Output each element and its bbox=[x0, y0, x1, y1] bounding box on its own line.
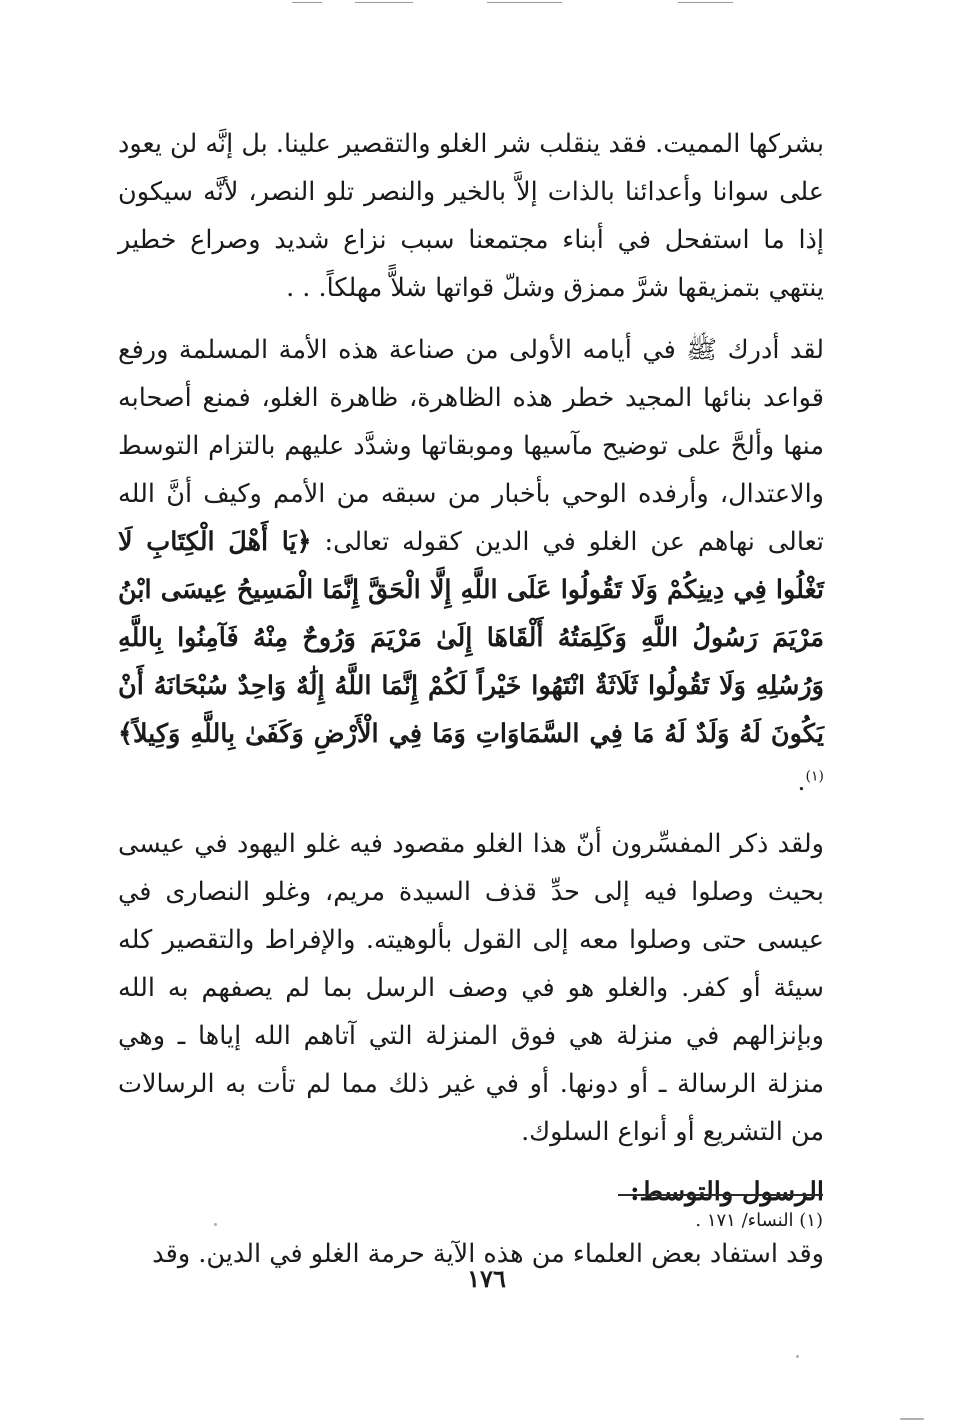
scan-speck bbox=[900, 1418, 924, 1420]
page-number: ١٧٦ bbox=[467, 1264, 506, 1293]
scan-line bbox=[292, 2, 322, 3]
paragraph-1: بشركها المميت. فقد ينقلب شر الغلو والتقصير علينا. بل إنَّه لن يعود على سوانا وأعدائنا بالذات إلاَّ بالخير والنصر تلو النصر، لأنَّه سيكون إذا ما استفحل في أبناء مجتمعنا سبب نزاع شديد وصراع خطير ينتهي بتمزيقها شرَّ ممزق وشلّ قواتها شلاًّ مهلكاً. . . bbox=[118, 129, 824, 303]
scan-line bbox=[678, 2, 733, 3]
quran-verse: ﴿يَا أَهْلَ الْكِتَابِ لَا تَغْلُوا فِي دِينِكُمْ وَلَا تَقُولُوا عَلَى اللَّهِ إِلَّا الْحَقَّ إِنَّمَا الْمَسِيحُ عِيسَى ابْنُ مَرْيَمَ رَسُولُ اللَّهِ وَكَلِمَتُهُ أَلْقَاهَا إِلَىٰ مَرْيَمَ وَرُوحٌ مِنْهُ فَآمِنُوا بِاللَّهِ وَرُسُلِهِ وَلَا تَقُولُوا ثَلَاثَةٌ انْتَهُوا خَيْراً لَكُمْ إِنَّمَا اللَّهُ إِلَٰهٌ وَاحِدٌ سُبْحَانَهُ أَنْ يَكُونَ لَهُ وَلَدٌ لَهُ مَا فِي السَّمَاوَاتِ وَمَا فِي الْأَرْضِ وَكَفَىٰ بِاللَّهِ وَكِيلاً﴾ bbox=[118, 527, 824, 749]
top-scan-lines bbox=[0, 0, 973, 6]
scan-speck bbox=[796, 1355, 799, 1358]
section-heading: الرسول والتوسط: bbox=[630, 1177, 824, 1207]
paragraph-2-end: . bbox=[797, 767, 806, 797]
footnote-divider bbox=[618, 1194, 823, 1196]
footnote: (١) النساء/ ١٧١ . bbox=[695, 1210, 823, 1231]
paragraph-3: ولقد ذكر المفسِّرون أنّ هذا الغلو مقصود فيه غلو اليهود في عيسى بحيث وصلوا فيه إلى حدِّ قذف السيدة مريم، وغلو النصارى في عيسى حتى وصلوا معه إلى القول بألوهيته. والإفراط والتقصير كله سيئة أو كفر. والغلو هو في وصف الرسل بما لم يصفهم به الله وبإنزالهم في منزلة هي فوق المنزلة التي آتاهم الله إياها ـ وهي منزلة الرسالة ـ أو دونها. أو في غير ذلك مما لم تأت به الرسالات من التشريع أو أنواع السلوك. bbox=[118, 829, 824, 1147]
scan-line bbox=[487, 2, 562, 3]
paragraph-2-text: لقد أدرك ﷺ في أيامه الأولى من صناعة هذه الأمة المسلمة ورفع قواعد بنائها المجيد خطر هذه الظاهرة، ظاهرة الغلو، فمنع أصحابه منها وألحَّ على توضيح مآسيها وموبقاتها وشدَّد عليهم بالتزام التوسط والاعتدال، وأرفده الوحي بأخبار من سبقه من الأمم وكيف أنَّ الله تعالى نهاهم عن الغلو في الدين كقوله تعالى: bbox=[118, 335, 824, 557]
paragraph-2 bbox=[118, 326, 824, 806]
footnote-reference: (١) bbox=[805, 768, 824, 785]
page-body bbox=[118, 120, 824, 1278]
paragraph-4: وقد استفاد بعض العلماء من هذه الآية حرمة الغلو في الدين. وقد bbox=[152, 1239, 824, 1269]
scan-speck bbox=[214, 1223, 217, 1226]
scan-line bbox=[355, 2, 413, 3]
